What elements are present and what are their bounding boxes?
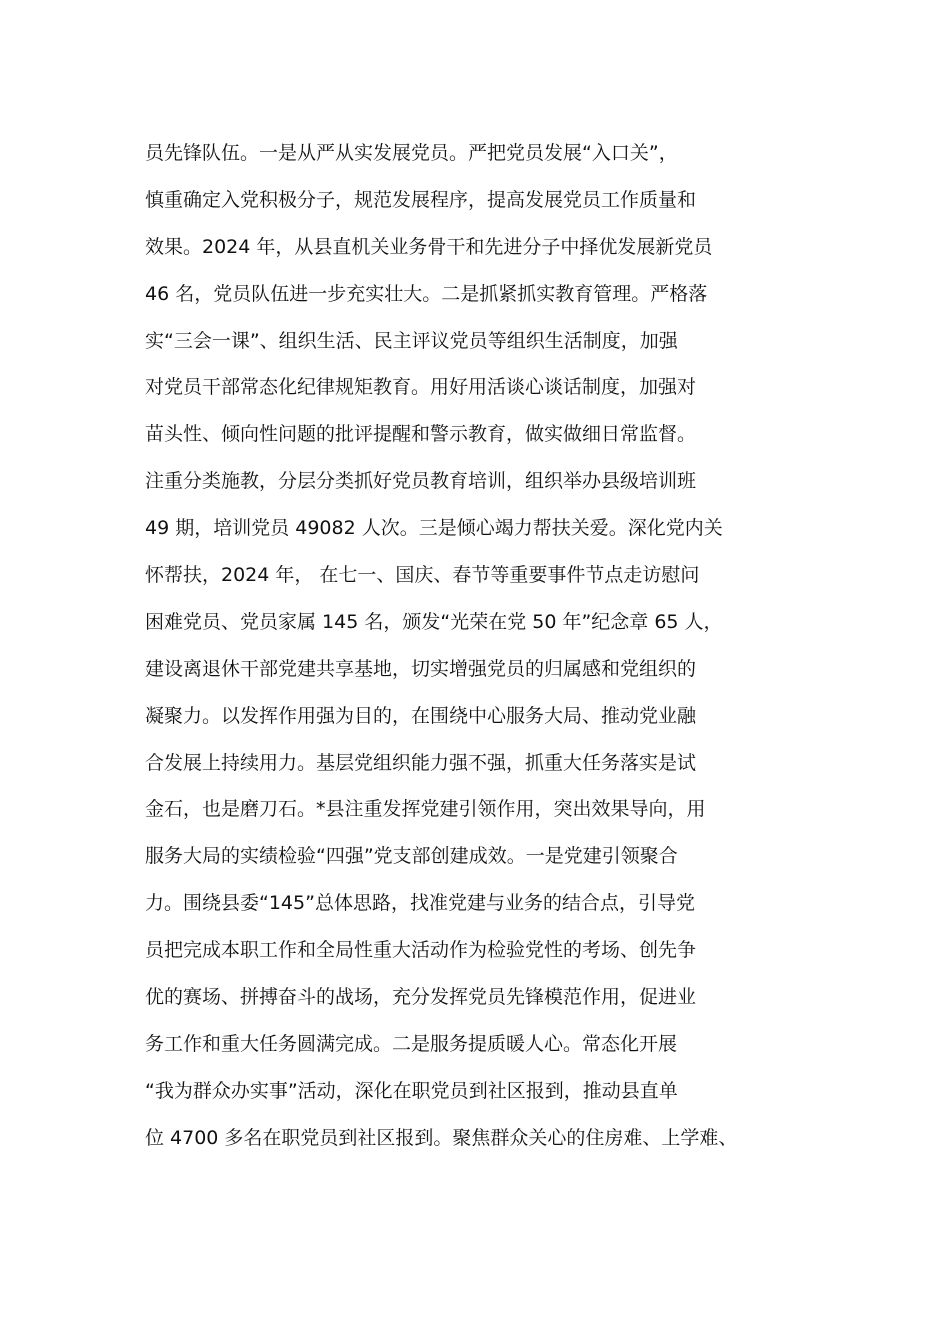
- text-line: “我为群众办实事”活动，深化在职党员到社区报到，推动县直单: [145, 1079, 678, 1102]
- text-line: 金石，也是磨刀石。*县注重发挥党建引领作用，突出效果导向，用: [145, 798, 706, 821]
- text-line: 困难党员、党员家属 145 名，颁发“光荣在党 50 年”纪念章 65 人，: [145, 610, 723, 633]
- text-line: 位 4700 多名在职党员到社区报到。聚焦群众关心的住房难、上学难、: [145, 1126, 738, 1149]
- text-line: 合发展上持续用力。基层党组织能力强不强，抓重大任务落实是试: [145, 751, 697, 774]
- text-line: 凝聚力。以发挥作用强为目的，在围绕中心服务大局、推动党业融: [145, 704, 697, 727]
- text-line: 员先锋队伍。一是从严从实发展党员。严把党员发展“入口关”，: [145, 142, 678, 164]
- text-line: 力。围绕县委“145”总体思路，找准党建与业务的结合点，引导党: [145, 892, 695, 915]
- body-text: [145, 130, 835, 1162]
- text-line: 慎重确定入党积极分子，规范发展程序，提高发展党员工作质量和: [145, 188, 697, 211]
- text-line: 建设离退休干部党建共享基地，切实增强党员的归属感和党组织的: [145, 657, 697, 680]
- text-line: 效果。2024 年，从县直机关业务骨干和先进分子中择优发展新党员: [145, 235, 713, 258]
- text-line: 注重分类施教，分层分类抓好党员教育培训，组织举办县级培训班: [145, 470, 697, 493]
- text-line: 49 期，培训党员 49082 人次。三是倾心竭力帮扶关爱。深化党内关: [145, 517, 723, 540]
- text-line: 服务大局的实绩检验“四强”党支部创建成效。一是党建引领聚合: [145, 845, 678, 868]
- text-line: 46 名，党员队伍进一步充实壮大。二是抓紧抓实教育管理。严格落: [145, 282, 708, 305]
- text-line: 实“三会一课”、组织生活、民主评议党员等组织生活制度，加强: [145, 329, 678, 352]
- text-line: 怀帮扶，2024 年， 在七一、国庆、春节等重要事件节点走访慰问: [145, 564, 700, 587]
- text-line: 优的赛场、拼搏奋斗的战场，充分发挥党员先锋模范作用，促进业: [145, 986, 697, 1009]
- text-line: 苗头性、倾向性问题的批评提醒和警示教育，做实做细日常监督。: [145, 423, 697, 446]
- text-line: 务工作和重大任务圆满完成。二是服务提质暖人心。常态化开展: [145, 1032, 678, 1055]
- text-line: 对党员干部常态化纪律规矩教育。用好用活谈心谈话制度，加强对: [145, 376, 697, 399]
- text-line: 员把完成本职工作和全局性重大活动作为检验党性的考场、创先争: [145, 939, 697, 962]
